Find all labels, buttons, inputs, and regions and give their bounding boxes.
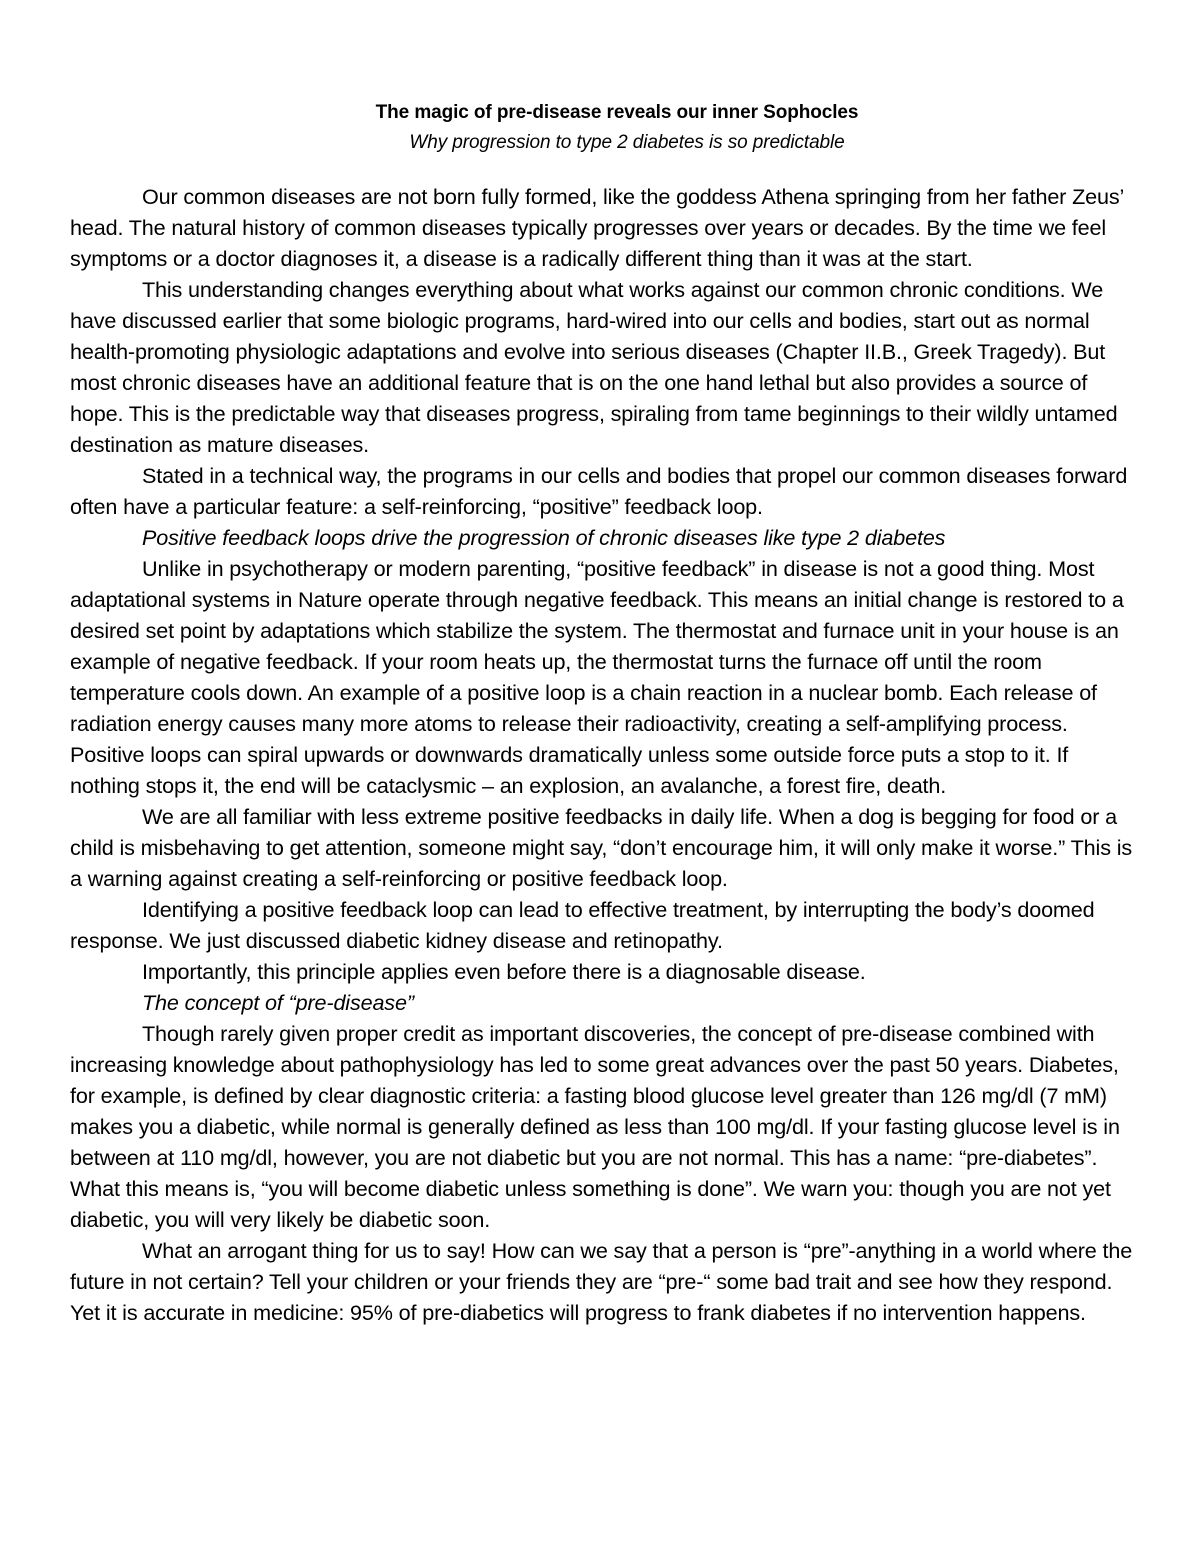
paragraph: Importantly, this principle applies even before there is a diagnosable disease.	[142, 959, 866, 984]
paragraph: Though rarely given proper credit as important discoveries, the concept of pre-disease combined with increasing knowledge about pathophysiology has led to some great advances over the past 50 years. Diabetes, for example, is defined by clear diagnostic criteria: a fasting blood glucose level greater than 126 mg/dl (7 mM) makes you a diabetic, while normal is generally defined as less than 100 mg/dl. If your fasting glucose level is in between at 110 mg/dl, however, you are not diabetic but you are not normal. This has a name: “pre-diabetes”. What this means is, “you will become diabetic unless something is done”. We warn you: though you are not yet diabetic, you will very likely be diabetic soon.	[70, 1021, 1120, 1232]
paragraph: This understanding changes everything about what works against our common chronic conditions. We have discussed earlier that some biologic programs, hard-wired into our cells and bodies, start out as normal health-promoting physiologic adaptations and evolve into serious diseases (Chapter II.B., Greek Tragedy). But most chronic diseases have an additional feature that is on the one hand lethal but also provides a source of hope. This is the predictable way that diseases progress, spiraling from tame beginnings to their wildly untamed destination as mature diseases.	[70, 277, 1118, 457]
paragraph: We are all familiar with less extreme positive feedbacks in daily life. When a dog is begging for food or a child is misbehaving to get attention, someone might say, “don’t encourage him, it will only make it worse.” This is a warning against creating a self-reinforcing or positive feedback loop.	[70, 804, 1132, 891]
document-body	[70, 181, 1134, 1328]
document-title: The magic of pre-disease reveals our inner Sophocles	[375, 102, 859, 123]
paragraph: Our common diseases are not born fully formed, like the goddess Athena springing from her father Zeus’ head. The natural history of common diseases typically progresses over years or decades. By the time we feel symptoms or a doctor diagnoses it, a disease is a radically different thing than it was at the start.	[70, 184, 1124, 271]
document-subtitle: Why progression to type 2 diabetes is so predictable	[409, 132, 845, 153]
section-heading: Positive feedback loops drive the progression of chronic diseases like type 2 diabetes	[142, 525, 946, 550]
paragraph: Identifying a positive feedback loop can lead to effective treatment, by interrupting the body’s doomed response. We just discussed diabetic kidney disease and retinopathy.	[70, 897, 1095, 953]
paragraph: Stated in a technical way, the programs in our cells and bodies that propel our common diseases forward often have a particular feature: a self-reinforcing, “positive” feedback loop.	[70, 463, 1128, 519]
paragraph: What an arrogant thing for us to say! How can we say that a person is “pre”-anything in a world where the future in not certain? Tell your children or your friends they are “pre-“ some bad trait and see how they respond. Yet it is accurate in medicine: 95% of pre-diabetics will progress to frank diabetes if no intervention happens.	[70, 1238, 1133, 1325]
paragraph: Unlike in psychotherapy or modern parenting, “positive feedback” in disease is not a good thing. Most adaptational systems in Nature operate through negative feedback. This means an initial change is restored to a desired set point by adaptations which stabilize the system. The thermostat and furnace unit in your house is an example of negative feedback. If your room heats up, the thermostat turns the furnace off until the room temperature cools down. An example of a positive loop is a chain reaction in a nuclear bomb. Each release of radiation energy causes many more atoms to release their radioactivity, creating a self-amplifying process. Positive loops can spiral upwards or downwards dramatically unless some outside force puts a stop to it. If nothing stops it, the end will be cataclysmic – an explosion, an avalanche, a forest fire, death.	[70, 556, 1124, 798]
section-heading: The concept of “pre-disease”	[142, 990, 414, 1015]
